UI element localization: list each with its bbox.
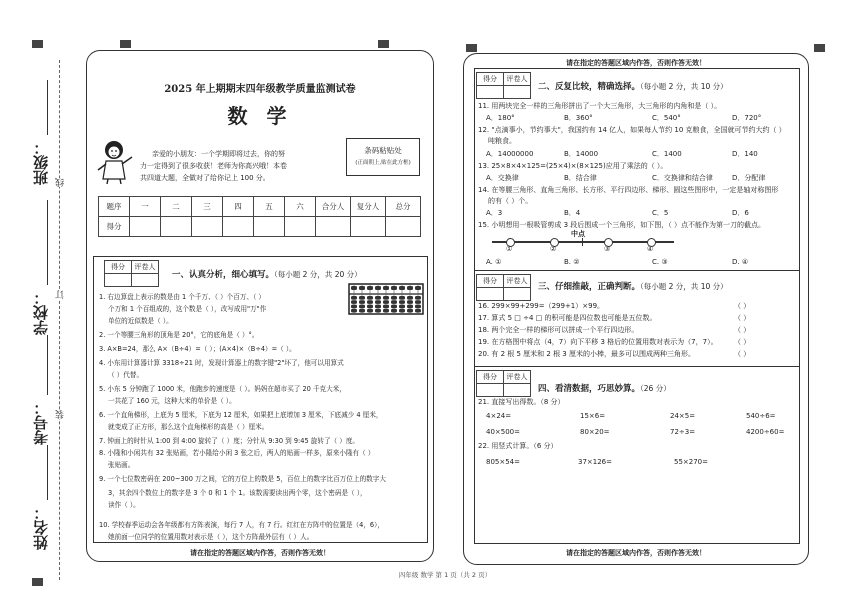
straw-point-2-label: ② <box>550 245 557 253</box>
cartoon-figure <box>92 137 138 185</box>
left-question-line: 4. 小东用计算器计算 3318÷21 时，发现计算器上的数字键"2"坏了，他可以用算式 <box>99 359 344 367</box>
score-header-cell: 四 <box>223 197 254 217</box>
q13-option-c[interactable]: C．交换律和结合律 <box>652 174 713 182</box>
abacus-bead <box>351 296 357 300</box>
abacus-bead <box>367 309 373 313</box>
q13-option-d[interactable]: D．分配律 <box>732 174 766 182</box>
corner-mark <box>466 44 477 52</box>
abacus-bead <box>415 286 421 290</box>
q14-option-c[interactable]: C．5 <box>652 209 669 217</box>
left-footer-warning: 请在指定的答题区域内作答，否则作答无效！ <box>190 549 330 557</box>
barcode-note: (正面朝上,贴在此方框) <box>355 160 411 166</box>
judge-question: 19. 在方格图中将点（4，7）向下平移 3 格后的位置用数对表示为（7，7）。 <box>478 338 718 346</box>
oral-calc-item[interactable]: 15×6= <box>580 412 606 420</box>
section2-heading <box>538 80 728 92</box>
name-label: 姓名： <box>32 505 50 550</box>
question-12-line1: 12. "点滴事小，节约事大"，我国约有 14 亿人，如果每人节约 10 克粮食，全国就可节约大约（ ） <box>478 126 786 134</box>
abacus-bead <box>351 286 357 290</box>
left-question-line: 10. 学校春季运动会各年级都有方阵表演，每行 7 人，有 7 行。红红在方阵中的位置是（4，6）， <box>99 521 385 529</box>
q12-option-b[interactable]: B．14000 <box>564 150 599 158</box>
abacus-bead <box>399 305 405 309</box>
left-question-line: 1. 右边算盘上表示的数是由 1 个千万、（ ）个百万、（ ） <box>99 293 266 301</box>
score-table <box>98 196 421 237</box>
abacus-bead <box>375 309 381 313</box>
page-footer: 四年级 数学 第 1 页（共 2 页） <box>398 571 492 579</box>
abacus-bead <box>391 309 397 313</box>
mini-score-label: 得分 <box>477 371 504 384</box>
oral-calc-item[interactable]: 72÷3= <box>670 428 696 436</box>
mini-score-cell[interactable] <box>477 288 504 301</box>
judge-question: 17. 算式 5 □ ÷4 □ 的积可能是四位数也可能是五位数。 <box>478 314 657 322</box>
judge-question: 16. 299×99+299=（299+1）×99。 <box>478 302 605 310</box>
greeting-line-2: 力一定得到了很多收获！老师为你高兴哦！本卷 <box>140 162 287 170</box>
left-question-line: 8. 小隆和小闲共有 32 张贴画，若小隆给小闲 3 张之后，两人的贴画一样多，原来小隆有（ ） <box>99 449 375 457</box>
abacus-bead <box>375 305 381 309</box>
section2-grader-table <box>476 72 531 99</box>
vertical-calc-3[interactable]: 55×270= <box>674 458 708 466</box>
judge-answer-paren[interactable]: （ ） <box>734 302 751 310</box>
score-input-cell[interactable] <box>316 217 351 237</box>
abacus-bead <box>415 305 421 309</box>
greeting-line-3: 共四道大题，全做对了给你记上 100 分。 <box>140 174 270 182</box>
cut-mark-line: 线 <box>56 178 66 187</box>
score-header-cell: 总分 <box>386 197 421 217</box>
left-question-line: 7. 钟面上的时针从 1:00 到 4:00 旋转了（ ）度；分针从 9:30 到 9:45 旋转了（ ）度。 <box>99 437 360 445</box>
mini-score-label: 得分 <box>105 261 132 274</box>
exam-title: 2025 年上期期末四年级教学质量监测试卷 <box>164 84 356 95</box>
exam-number-label: 考号： <box>32 400 50 445</box>
score-header-cell: 六 <box>285 197 316 217</box>
oral-calc-item[interactable]: 4×24= <box>486 412 512 420</box>
question-22: 22. 用竖式计算。（6 分） <box>478 442 558 450</box>
abacus-bead <box>415 309 421 313</box>
question-21: 21. 直接写出得数。（8 分） <box>478 398 565 406</box>
q11-option-b[interactable]: B．360° <box>564 114 593 122</box>
barcode-box <box>346 138 420 176</box>
left-question-line: 一共花了 160 元，这种大米的单价是（ ）。 <box>108 397 236 405</box>
subject-title: 数 学 <box>227 104 293 128</box>
question-11: 11. 用两块完全一样的三角形拼出了一个大三角形，大三角形的内角和是（ ）。 <box>478 102 722 110</box>
abacus-bead <box>367 300 373 304</box>
abacus-bead <box>383 300 389 304</box>
left-question-line: 6. 一个直角梯形，上底为 5 厘米，下底为 12 厘米，如果把上底增加 3 厘米，下底减少 4 厘米， <box>99 411 383 419</box>
oral-calc-item[interactable]: 24×5= <box>670 412 696 420</box>
abacus-bead <box>399 309 405 313</box>
score-input-cell[interactable] <box>386 217 421 237</box>
left-question-line: 就变成了正方形，那么这个直角梯形的高是（ ）厘米。 <box>108 423 269 431</box>
mini-grader-label: 评卷人 <box>132 261 159 274</box>
oral-calc-item[interactable]: 540÷6= <box>746 412 776 420</box>
abacus-bead <box>383 286 389 290</box>
q11-option-c[interactable]: C．540° <box>652 114 681 122</box>
name-underline <box>47 445 48 500</box>
score-input-cell[interactable] <box>351 217 386 237</box>
abacus-bead <box>367 286 373 290</box>
left-question-line: 9. 一个七位数密码在 200~300 万之间，它的万位上的数是 5，百位上的数字比百万位上的数字大 <box>99 475 386 483</box>
score-input-cell[interactable] <box>254 217 285 237</box>
section3-title: 三、仔细推敲，正确判断。 <box>538 282 641 292</box>
section3-note: （每小题 2 分，共 10 分） <box>640 282 728 291</box>
judge-answer-paren[interactable]: （ ） <box>734 326 751 334</box>
abacus-bead <box>391 305 397 309</box>
judge-question: 20. 有 2 根 5 厘米和 2 根 3 厘米的小棒，最多可以围成两种三角形。 <box>478 350 695 358</box>
left-question-line: 3，其余四个数位上的数字是 3 个 0 和 1 个 1。该数需要读出两个零，这个密码是（ ）， <box>108 489 367 497</box>
section4-note: （26 分） <box>640 384 671 393</box>
abacus-bead <box>359 309 365 313</box>
right-header-warning: 请在指定的答题区域内作答，否则作答无效！ <box>566 59 706 67</box>
score-header-cell: 合分人 <box>316 197 351 217</box>
abacus-bead <box>407 296 413 300</box>
mini-score-cell[interactable] <box>477 86 504 99</box>
q14-option-a[interactable]: A．3 <box>486 209 503 217</box>
abacus-bead <box>383 305 389 309</box>
exam-number-underline <box>47 335 48 395</box>
score-input-cell[interactable] <box>192 217 223 237</box>
abacus-bead <box>399 286 405 290</box>
left-question-line: 2. 一个等腰三角形的顶角是 20°，它的底角是（ ）°。 <box>99 331 259 339</box>
cut-mark-staple: 订 <box>56 290 66 299</box>
abacus-figure <box>348 283 424 315</box>
section3-grader-table <box>476 274 531 301</box>
question-15: 15. 小明想用一根吸管剪成 3 段后围成一个三角形，如下图，（ ）点不能作为第一刀的截点。 <box>478 221 765 229</box>
section4-title: 四、看清数据，巧思妙算。 <box>538 384 641 394</box>
mini-score-cell[interactable] <box>105 274 132 287</box>
q15-option-b[interactable]: B. ② <box>564 258 580 266</box>
score-header-cell: 五 <box>254 197 285 217</box>
section1-heading <box>172 268 362 280</box>
score-table-header-row <box>99 197 421 217</box>
left-question-line: 3. A×B=24，那么 A×（B÷4）=（ ）；(A×4)×（B÷4）=（ ）。 <box>99 345 296 353</box>
section1-grader-table <box>104 260 159 287</box>
judge-answer-paren[interactable]: （ ） <box>734 338 751 346</box>
score-input-cell[interactable] <box>161 217 192 237</box>
left-question-line: （ ）代替。 <box>108 371 144 379</box>
greeting-line-1: 亲爱的小朋友：一个学期即将过去，你的努 <box>152 150 285 158</box>
straw-midpoint-label: 中点 <box>571 230 585 238</box>
abacus-bead <box>415 300 421 304</box>
right-footer-warning: 请在指定的答题区域内作答，否则作答无效！ <box>566 549 706 557</box>
school-label: 学校： <box>32 290 50 335</box>
left-question-line: 5. 小东 5 分钟跑了 1000 米，他跑步的速度是（ ）。妈妈在超市买了 20 千克大米， <box>99 385 346 393</box>
abacus-bead <box>391 296 397 300</box>
abacus-bead <box>351 300 357 304</box>
left-question-line: 张贴画。 <box>108 461 135 469</box>
abacus-bead <box>375 286 381 290</box>
mini-grader-cell[interactable] <box>504 288 531 301</box>
left-question-line: 单位的近似数是（ ）。 <box>108 317 173 325</box>
corner-mark <box>32 40 43 48</box>
score-row-label: 得分 <box>99 217 130 237</box>
q14-option-b[interactable]: B．4 <box>564 209 581 217</box>
q12-option-c[interactable]: C．1400 <box>652 150 682 158</box>
mini-grader-label: 评卷人 <box>504 275 531 288</box>
mini-score-label: 得分 <box>477 73 504 86</box>
question-14-line2: 的有（ ）个。 <box>488 197 533 205</box>
abacus-bead <box>375 296 381 300</box>
straw-point-3-label: ③ <box>604 245 611 253</box>
class-underline <box>47 80 48 135</box>
section4-heading <box>538 382 671 394</box>
abacus-bead <box>351 309 357 313</box>
q15-option-d[interactable]: D. ④ <box>732 258 749 266</box>
left-question-line: 读作（ ）。 <box>108 501 140 509</box>
abacus-bead <box>359 305 365 309</box>
school-underline <box>47 200 48 285</box>
score-input-cell[interactable] <box>130 217 161 237</box>
section1-title: 一、认真分析，细心填写。 <box>172 270 275 280</box>
judge-answer-paren[interactable]: （ ） <box>734 314 751 322</box>
abacus-bead <box>351 305 357 309</box>
abacus-bead <box>407 305 413 309</box>
q15-option-c[interactable]: C. ③ <box>652 258 668 266</box>
q11-option-d[interactable]: D．720° <box>732 114 762 122</box>
abacus-bead <box>367 296 373 300</box>
corner-mark <box>814 44 825 52</box>
mini-grader-label: 评卷人 <box>504 371 531 384</box>
barcode-title: 条码粘贴处 <box>364 146 402 155</box>
abacus-bead <box>367 305 373 309</box>
q15-option-a[interactable]: A. ① <box>486 258 502 266</box>
abacus-bead <box>359 296 365 300</box>
abacus-bead <box>383 309 389 313</box>
q13-option-b[interactable]: B．结合律 <box>564 174 597 182</box>
abacus-bead <box>407 300 413 304</box>
cut-mark-bind: 装 <box>56 410 66 419</box>
judge-answer-paren[interactable]: （ ） <box>734 350 751 358</box>
vertical-calc-2[interactable]: 37×126= <box>578 458 612 466</box>
abacus-bead <box>391 286 397 290</box>
q14-option-d[interactable]: D．6 <box>732 209 749 217</box>
straw-midpoint-tick <box>582 238 583 246</box>
mini-grader-cell[interactable] <box>504 384 531 397</box>
abacus-bead <box>415 296 421 300</box>
section2-title: 二、反复比较，精确选择。 <box>538 82 641 92</box>
class-label: 班级： <box>32 140 50 185</box>
q12-option-a[interactable]: A．14000000 <box>486 150 534 158</box>
oral-calc-item[interactable]: 4200÷60= <box>746 428 785 436</box>
corner-mark <box>120 40 131 48</box>
mini-grader-cell[interactable] <box>504 86 531 99</box>
abacus-bead <box>399 300 405 304</box>
oral-calc-item[interactable]: 80×20= <box>580 428 610 436</box>
section3-heading <box>538 280 728 292</box>
left-question-line: 个万和 1 个百组成的，这个数是（ ），改写成用"万"作 <box>108 305 267 313</box>
abacus-bead <box>359 286 365 290</box>
score-header-cell: 一 <box>130 197 161 217</box>
straw-point-4-label: ④ <box>647 245 654 253</box>
q13-option-a[interactable]: A．交换律 <box>486 174 519 182</box>
score-header-cell: 二 <box>161 197 192 217</box>
score-header-cell: 题序 <box>99 197 130 217</box>
mini-score-cell[interactable] <box>477 384 504 397</box>
abacus-bead <box>391 300 397 304</box>
abacus-bead <box>407 286 413 290</box>
abacus-bead <box>407 309 413 313</box>
score-header-cell: 三 <box>192 197 223 217</box>
section1-note: （每小题 2 分，共 20 分） <box>274 270 362 279</box>
abacus-bead <box>399 296 405 300</box>
binding-line <box>59 60 60 580</box>
score-table-score-row <box>99 217 421 237</box>
abacus-bead <box>359 300 365 304</box>
corner-mark <box>378 40 389 48</box>
section4-grader-table <box>476 370 531 397</box>
score-header-cell: 复分人 <box>351 197 386 217</box>
judge-question: 18. 两个完全一样的梯形可以拼成一个平行四边形。 <box>478 326 639 334</box>
q12-option-d[interactable]: D．140 <box>732 150 758 158</box>
abacus-bead <box>375 300 381 304</box>
question-13: 13. 25×8×4×125=(25×4)×(8×125)应用了乘法的（ ）。 <box>478 162 668 170</box>
question-14-line1: 14. 在等腰三角形、直角三角形、长方形、平行四边形、梯形、圆这些图形中，一定是轴对称图形 <box>478 186 779 194</box>
q11-option-a[interactable]: A．180° <box>486 114 515 122</box>
vertical-calc-1[interactable]: 805×54= <box>486 458 520 466</box>
corner-mark <box>32 578 43 586</box>
score-input-cell[interactable] <box>285 217 316 237</box>
oral-calc-item[interactable]: 40×500= <box>486 428 520 436</box>
mini-grader-cell[interactable] <box>132 274 159 287</box>
mini-score-label: 得分 <box>477 275 504 288</box>
straw-point-1-label: ① <box>506 245 513 253</box>
abacus-bead <box>383 296 389 300</box>
left-question-line: 她前面一位同学的位置用数对表示是（ ），这个方阵最外层有（ ）人。 <box>108 533 314 541</box>
score-input-cell[interactable] <box>223 217 254 237</box>
section2-note: （每小题 2 分，共 10 分） <box>640 82 728 91</box>
question-12-line2: 吨粮食。 <box>488 137 516 145</box>
mini-grader-label: 评卷人 <box>504 73 531 86</box>
